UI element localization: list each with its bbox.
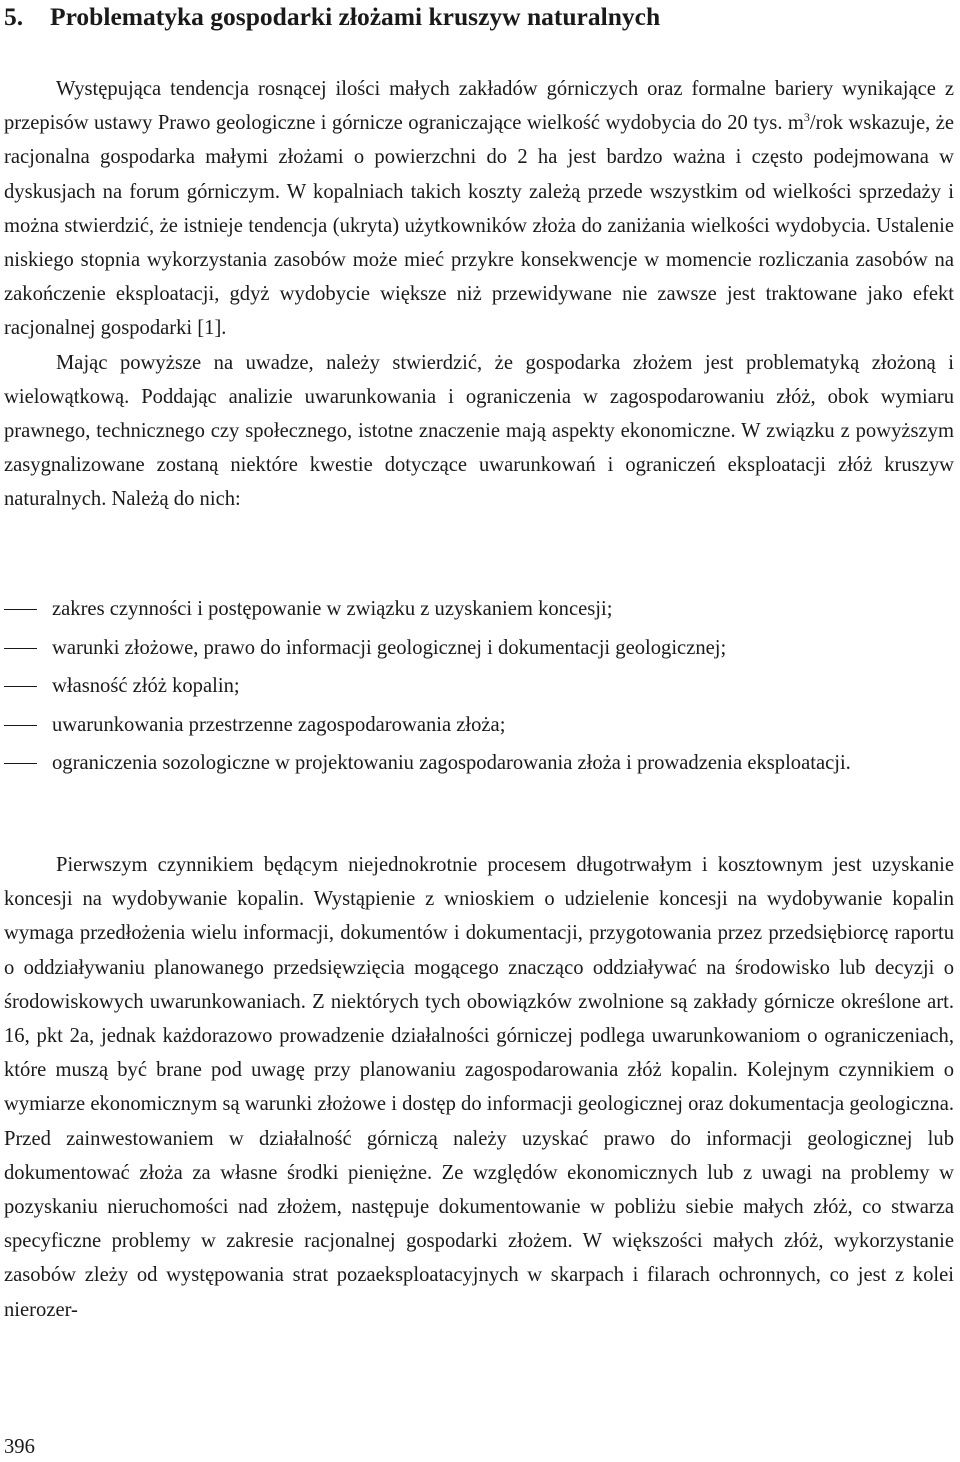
paragraph-text-start: Występująca tendencja rosnącej ilości małych zakładów górniczych oraz formalne bariery wynikające z przepisów ustawy Prawo geologiczne i górnicze ograniczające wielkość wydobycia do 20 tys. m [4,78,954,135]
paragraph [4,72,954,346]
list-item [4,631,954,665]
section-title: Problematyka gospodarki złożami kruszyw naturalnych [50,2,661,31]
list-item-text: własność złóż kopalin; [52,675,240,697]
list-item [4,746,954,780]
intro-text [4,72,954,517]
dash-bullet-icon [4,686,37,687]
list-item-text: warunki złożowe, prawo do informacji geologicznej i dokumentacji geologicznej; [52,636,727,659]
section-heading [4,0,954,34]
dash-bullet-icon [4,763,37,764]
paragraph: Mając powyższe na uwadze, należy stwierdzić, że gospodarka złożem jest problematyką złożoną i wielowątkową. Poddając analizie uwarunkowania i ograniczenia w zagospodarowaniu złóż, obok wymiaru prawnego, technicznego czy społecznego, istotne znaczenie mają aspekty ekonomiczne. W związku z powyższym zasygnalizowane zostaną niektóre kwestie dotyczące uwarunkowań i ograniczeń eksploatacji złóż kruszyw naturalnych. Należą do nich: [4,351,954,511]
list-item [4,708,954,742]
list-item-text: uwarunkowania przestrzenne zagospodarowania złoża; [52,713,506,736]
list-item [4,669,954,703]
list-item-text: zakres czynności i postępowanie w związku z uzyskaniem koncesji; [52,598,613,620]
second-text [4,848,954,1327]
list-item [4,592,954,626]
dash-bullet-icon [4,609,37,610]
section-number: 5. [4,2,24,31]
list-item-text: ograniczenia sozologiczne w projektowaniu zagospodarowania złoża i prowadzenia eksploatacji. [52,752,851,774]
superscript-exponent: 3 [803,110,810,125]
dash-bullet-icon [4,725,37,726]
paragraph-text-end: /rok wskazuje, że racjonalna gospodarka małymi złożami o powierzchni do 2 ha jest bardzo ważna i często podejmowana w dyskusjach na forum górniczym. W kopalniach takich koszty zależą przede wszystkim od wielkości sprzedaży i można stwierdzić, że istnieje tendencja (ukryta) użytkowników złoża do zaniżania wielkości wydobycia. Ustalenie niskiego stopnia wykorzystania zasobów może mieć przykre konsekwencje w momencie rozliczania zasobów na zakończenie eksploatacji, gdyż wydobycie większe niż przewidywane nie zawsze jest traktowane jako efekt racjonalnej gospodarki [1]. [4,112,954,340]
paragraph: Pierwszym czynnikiem będącym niejednokrotnie procesem długotrwałym i kosztownym jest uzyskanie koncesji na wydobywanie kopalin. Wystąpienie z wnioskiem o udzielenie koncesji na wydobywanie kopalin wymaga przedłożenia wielu informacji, dokumentów i dokumentacji, przygotowania przez przedsiębiorcę raportu o oddziaływaniu planowanego przedsięwzięcia mogącego znacząco oddziaływać na środowisko lub decyzji o środowiskowych uwarunkowaniach. Z niektórych tych obowiązków zwolnione są zakłady górnicze określone art. 16, pkt 2a, jednak każdorazowo prowadzenie działalności górniczej podlega uwarunkowaniom o ograniczeniach, które muszą być brane pod uwagę przy planowaniu zagospodarowania złóż kopalin. Kolejnym czynnikiem o wymiarze ekonomicznym są warunki złożowe i dostęp do informacji geologicznej oraz dokumentacja geologiczna. Przed zainwestowaniem w działalność górniczą należy uzyskać prawo do informacji geologicznej lub dokumentować złoża za własne środki pieniężne. Ze względów ekonomicznych lub z uwagi na problemy w pozyskaniu nieruchomości nad złożem, następuje dokumentowanie w pobliżu siebie małych złóż, co stwarza specyficzne problemy w zakresie racjonalnej gospodarki złożem. W większości małych złóż, wykorzystanie zasobów zleży od występowania strat pozaeksploatacyjnych w skarpach i filarach ochronnych, co jest z kolei nierozer- [4,854,954,1321]
dash-bullet-icon [4,648,37,649]
factors-list [4,592,954,785]
page-number: 396 [4,1436,35,1458]
